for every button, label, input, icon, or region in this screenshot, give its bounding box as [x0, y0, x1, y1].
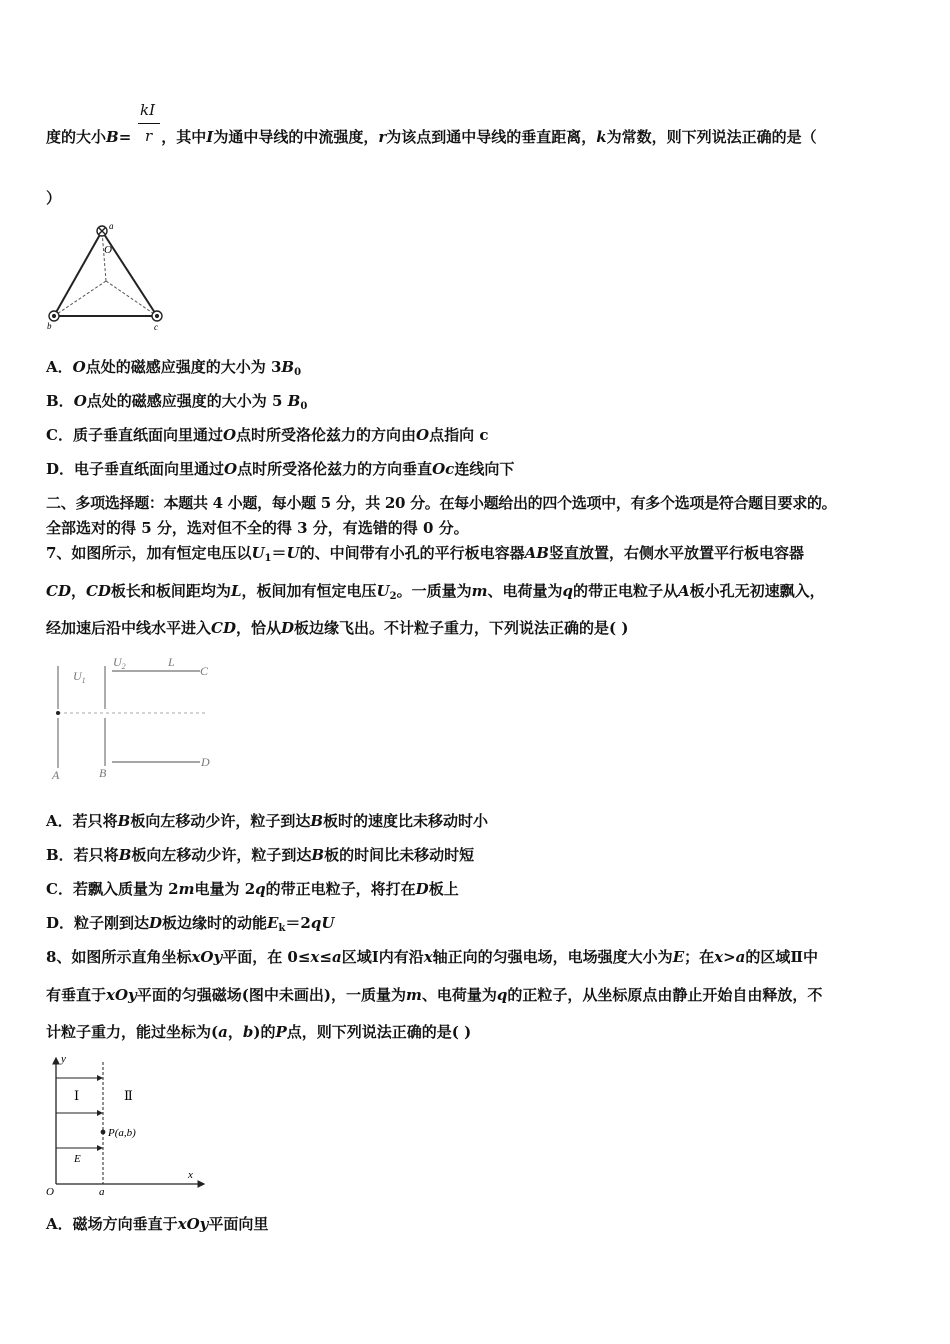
q8-stem-line-2: 有垂直于xOy平面的匀强磁场(图中未画出)，一质量为m、电荷量为q的正粒子，从坐标原点由静止开始自由释放，不 — [46, 986, 823, 1004]
intro-close: ） — [46, 189, 62, 207]
label-c: C — [200, 664, 209, 678]
label-c: c — [154, 322, 158, 332]
q8-stem-line-1: 8、如图所示直角坐标xOy平面，在 0≤x≤a区域Ⅰ内有沿x轴正向的匀强电场，电场强度大小为E；在x>a的区域Ⅱ中 — [46, 948, 819, 966]
label-a: a — [109, 221, 114, 231]
label-y: y — [61, 1053, 66, 1065]
q6-option-c: C．质子垂直纸面向里通过O点时所受洛伦兹力的方向由O点指向 c — [46, 426, 489, 444]
label-b: B — [99, 766, 107, 780]
dashed-line-ob — [54, 281, 106, 316]
coordinate-figure — [44, 1050, 214, 1200]
section-heading-2: 全部选对的得 5 分，选对但不全的得 3 分，有选错的得 0 分。 — [46, 519, 469, 537]
q7-option-a: A．若只将B板向左移动少许，粒子到达B板时的速度比未移动时小 — [46, 812, 489, 830]
label-a: a — [99, 1186, 105, 1198]
capacitor-figure — [48, 652, 218, 784]
q6-option-b: B．O点处的磁感应强度的大小为 5 $B_0$ — [46, 392, 308, 412]
dashed-line-oc — [106, 281, 157, 316]
q7-option-b: B．若只将B板向左移动少许，粒子到达B板的时间比未移动时短 — [46, 846, 475, 864]
label-o: O — [46, 1186, 54, 1198]
fraction-bar — [138, 123, 160, 124]
wire-c-icon — [152, 311, 162, 321]
q7-stem-line-3: 经加速后沿中线水平进入CD，恰从D板边缘飞出。不计粒子重力，下列说法正确的是( ) — [46, 619, 629, 637]
label-a: A — [52, 768, 60, 782]
label-o: O — [104, 244, 112, 256]
q7-stem-line-1: 7、如图所示，加有恒定电压以$U_1=U$的、中间带有小孔的平行板电容器AB竖直放置，右侧水平放置平行板电容器 — [46, 544, 804, 564]
label-e: E — [74, 1153, 81, 1165]
label-d: D — [201, 755, 210, 769]
triangle-edge-ab — [54, 231, 102, 316]
wire-a-icon — [97, 226, 107, 236]
section-heading-1: 二、多项选择题：本题共 4 小题，每小题 5 分，共 20 分。在每小题给出的四个选项中，有多个选项是符合题目要求的。 — [46, 494, 837, 512]
q6-option-d: D．电子垂直纸面向里通过O点时所受洛伦兹力的方向垂直Oc连线向下 — [46, 460, 515, 478]
q8-option-a: A．磁场方向垂直于xOy平面向里 — [46, 1215, 269, 1233]
label-p: P(a,b) — [108, 1127, 136, 1139]
label-x: x — [188, 1169, 193, 1181]
point-p-icon — [101, 1130, 106, 1135]
label-b: b — [47, 321, 52, 331]
label-region-ii: Ⅱ — [124, 1088, 133, 1103]
label-region-i: Ⅰ — [74, 1088, 80, 1103]
triangle-figure — [44, 222, 174, 332]
q7-option-c: C．若飘入质量为 2m电量为 2q的带正电粒子，将打在D板上 — [46, 880, 459, 898]
q6-option-a: A．O点处的磁感应强度的大小为 $3B_0$ — [46, 358, 302, 378]
q7-option-d: D．粒子刚到达D板边缘时的动能$E_k=2qU$ — [46, 914, 335, 934]
intro-line: 度的大小B= ，其中I为通中导线的中流强度，r为该点到通中导线的垂直距离，k为常数，则下列说法正确的是（ — [46, 128, 817, 146]
label-l: L — [168, 655, 175, 669]
wire-b-icon — [49, 311, 59, 321]
q8-stem-line-3: 计粒子重力，能过坐标为(a，b)的P点，则下列说法正确的是( ) — [46, 1023, 472, 1041]
label-u2: $U_2$ — [113, 655, 126, 671]
particle-icon — [56, 711, 60, 715]
label-u1: $U_1$ — [73, 669, 86, 685]
dashed-line-oa — [102, 231, 106, 281]
q7-stem-line-2: CD，CD板长和板间距均为L，板间加有恒定电压$U_2$。一质量为m、电荷量为q的带正电粒子从A板小孔无初速飘入， — [46, 582, 825, 602]
fraction-denominator: r — [145, 127, 153, 145]
fraction-numerator: kI — [140, 101, 156, 119]
